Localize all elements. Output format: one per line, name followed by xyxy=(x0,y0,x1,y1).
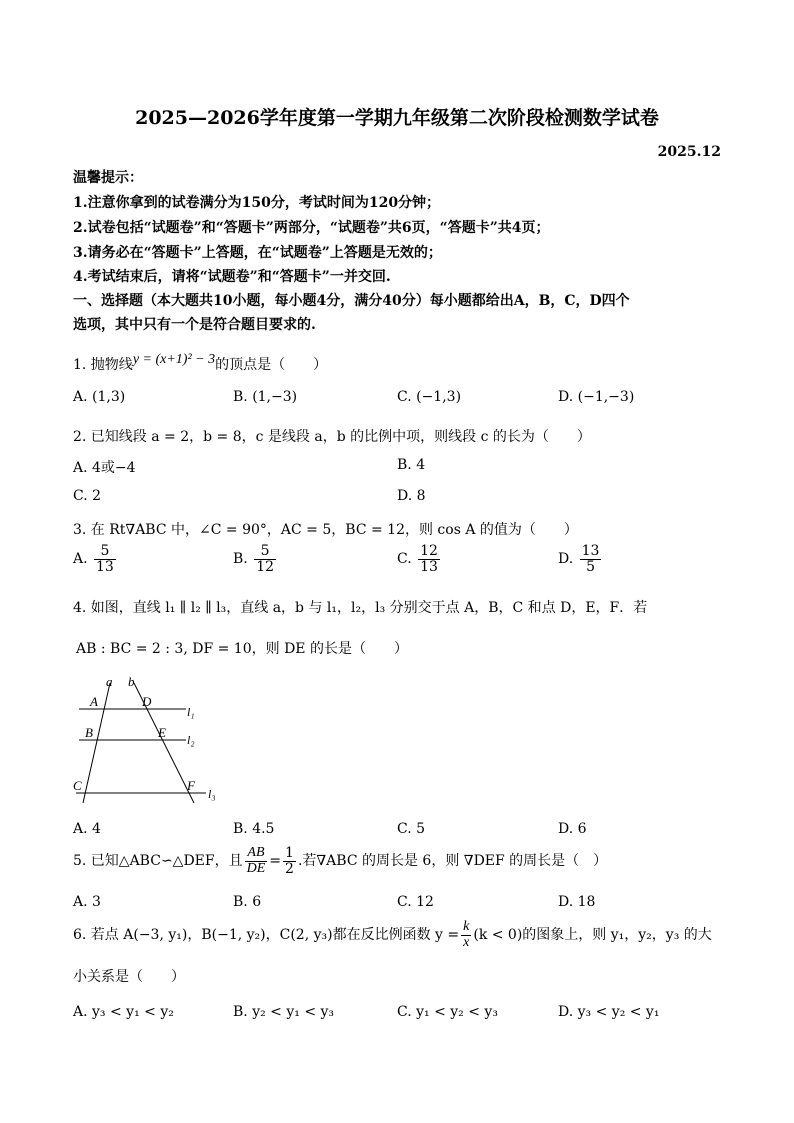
notice-heading: 温馨提示： xyxy=(73,170,143,186)
question-4: 4. 如图，直线 l₁ ∥ l₂ ∥ l₃，直线 a，b 与 l₁，l₂，l₃ 分别交于点 A，B，C 和点 D，E，F．若 xyxy=(73,600,648,616)
label-l1: l₁ xyxy=(187,705,195,719)
q6-option-c[interactable]: C. y₁ < y₂ < y₃ xyxy=(397,1004,498,1020)
q4-option-c[interactable]: C. 5 xyxy=(397,821,426,837)
numerator: 12 xyxy=(420,543,438,559)
numerator: 5 xyxy=(94,544,116,560)
q3-option-a[interactable] xyxy=(73,544,118,574)
question-5-suffix: .若∇ABC 的周长是 6，则 ∇DEF 的周长是（ ） xyxy=(297,853,608,870)
q5-option-a[interactable]: A. 3 xyxy=(73,894,101,910)
q2-option-a[interactable]: A. 4或−4 xyxy=(73,460,136,476)
q6-option-b[interactable]: B. y₂ < y₁ < y₃ xyxy=(233,1004,335,1020)
q5-option-c[interactable]: C. 12 xyxy=(397,894,434,910)
notice-item: 4.考试结束后，请将“试题卷”和“答题卡”一并交回. xyxy=(73,269,391,285)
question-3: 3. 在 Rt∇ABC 中，∠C = 90°，AC = 5，BC = 12，则 cos A 的值为（ ） xyxy=(73,522,578,538)
notice-item: 2.试卷包括“试题卷”和“答题卡”两部分，“试题卷”共6页，“答题卡”共4页； xyxy=(73,220,550,236)
q4-option-b[interactable]: B. 4.5 xyxy=(233,821,275,837)
label-l2: l₂ xyxy=(187,733,195,747)
notice-item: 3.请务必在“答题卡”上答题，在“试题卷”上答题是无效的； xyxy=(73,245,442,261)
question-6-prefix: 6. 若点 A(−3, y₁)，B(−1, y₂)，C(2, y₃)都在反比例函数 y = xyxy=(73,927,460,944)
denominator: 13 xyxy=(420,558,438,575)
q5-option-d[interactable]: D. 18 xyxy=(558,894,596,910)
section-heading: 一、选择题（本大题共10小题，每小题4分，满分40分）每小题都给出A，B，C，D四个 xyxy=(73,293,630,309)
q3-option-b[interactable] xyxy=(233,544,278,574)
numerator: AB xyxy=(245,846,268,862)
question-5-prefix: 5. 已知△ABC∽△DEF，且 xyxy=(73,853,243,870)
question-4-cont: AB : BC = 2 : 3, DF = 10，则 DE 的长是（ ） xyxy=(76,641,408,657)
label-C: C xyxy=(73,778,82,793)
parallel-lines-figure xyxy=(66,672,226,812)
q1-option-c[interactable]: C. (−1,3) xyxy=(397,389,462,405)
label-D: D xyxy=(142,694,152,709)
question-1-formula: y = (x+1)² − 3 xyxy=(132,352,216,367)
label-F: F xyxy=(187,778,195,793)
numerator: 5 xyxy=(254,544,276,560)
question-6-cont: 小关系是（ ） xyxy=(73,969,185,985)
q3-option-c[interactable] xyxy=(397,544,442,574)
question-5 xyxy=(73,846,607,876)
question-1 xyxy=(73,354,327,374)
label-l3: l₃ xyxy=(208,787,216,801)
page-title: 2025—2026学年度第一学期九年级第二次阶段检测数学试卷 xyxy=(135,107,659,129)
numerator: 1 xyxy=(285,845,294,861)
question-2: 2. 已知线段 a = 2，b = 8，c 是线段 a，b 的比例中项，则线段 c 的长为（ ） xyxy=(73,429,591,445)
q2-option-d[interactable]: D. 8 xyxy=(397,488,426,504)
numerator: k xyxy=(463,919,470,934)
section-heading-cont: 选项，其中只有一个是符合题目要求的. xyxy=(73,317,316,333)
q2-option-c[interactable]: C. 2 xyxy=(73,488,102,504)
q1-option-a[interactable]: A. (1,3) xyxy=(73,389,126,405)
q4-option-d[interactable]: D. 6 xyxy=(558,821,587,837)
q1-option-b[interactable]: B. (1,−3) xyxy=(233,389,298,405)
denominator: DE xyxy=(246,860,266,876)
numerator: 13 xyxy=(581,543,600,559)
label-E: E xyxy=(158,725,166,740)
question-6-suffix: (k < 0)的图象上，则 y₁，y₂，y₃ 的大 xyxy=(473,927,712,944)
question-1-suffix: 的顶点是（ ） xyxy=(215,357,328,373)
label-a: a xyxy=(106,674,113,689)
option-label: A. xyxy=(73,551,88,568)
denominator: 13 xyxy=(96,558,114,575)
question-6 xyxy=(73,920,712,950)
label-A: A xyxy=(90,694,98,709)
denominator: 2 xyxy=(285,860,294,877)
q3-option-d[interactable] xyxy=(558,544,603,574)
denominator: 5 xyxy=(586,558,596,575)
option-label: C. xyxy=(397,551,412,568)
notice-item: 1.注意你拿到的试卷满分为150分，考试时间为120分钟； xyxy=(73,195,441,211)
q2-option-b[interactable]: B. 4 xyxy=(397,457,426,473)
q6-option-a[interactable]: A. y₃ < y₁ < y₂ xyxy=(73,1004,174,1020)
option-label: B. xyxy=(233,551,248,568)
denominator: 12 xyxy=(256,558,275,575)
option-label: D. xyxy=(558,551,574,568)
exam-date: 2025.12 xyxy=(657,144,721,160)
denominator: x xyxy=(463,934,470,950)
label-b: b xyxy=(128,674,135,689)
q6-option-d[interactable]: D. y₃ < y₂ < y₁ xyxy=(558,1004,660,1020)
equals-sign: = xyxy=(269,853,282,870)
q5-option-b[interactable]: B. 6 xyxy=(233,894,262,910)
q4-option-a[interactable]: A. 4 xyxy=(73,821,101,837)
label-B: B xyxy=(85,725,93,740)
question-1-prefix: 1. 抛物线 xyxy=(73,357,133,373)
q1-option-d[interactable]: D. (−1,−3) xyxy=(558,389,635,405)
